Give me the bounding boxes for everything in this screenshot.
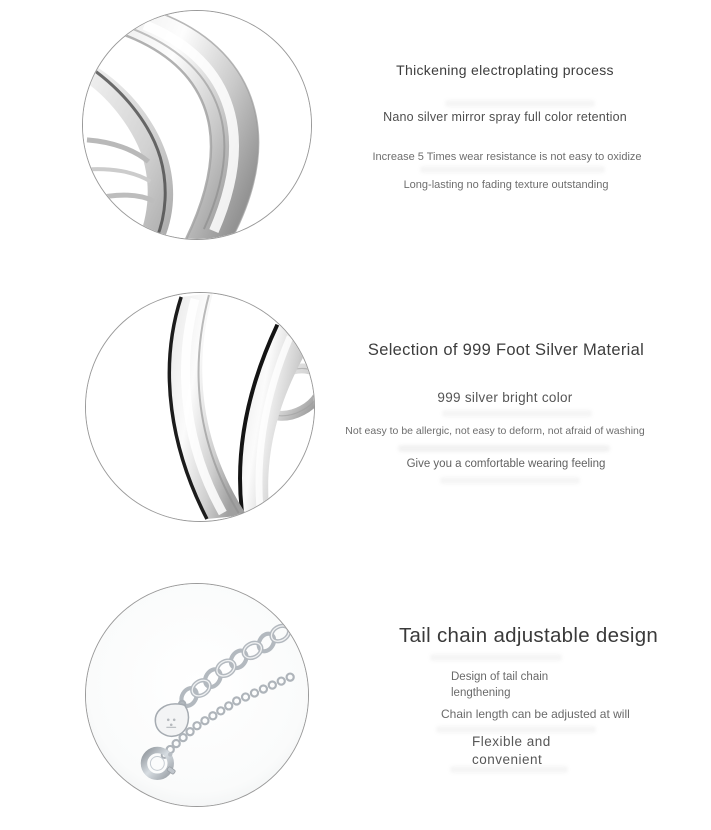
- blur-artifact: [430, 654, 562, 661]
- product-photo-silver-curves: [85, 292, 315, 522]
- blur-artifact: [420, 166, 605, 173]
- feature-line: Flexible and convenient: [472, 734, 551, 768]
- blur-artifact: [436, 726, 596, 733]
- section-title: Selection of 999 Foot Silver Material: [367, 341, 645, 359]
- feature-line: Give you a comfortable wearing feeling: [406, 458, 606, 470]
- feature-line: Not easy to be allergic, not easy to deform, not afraid of washing: [345, 425, 645, 437]
- product-photo-chain-clasp: [85, 583, 309, 807]
- chain-clasp-illustration: [86, 584, 308, 806]
- feature-line: Long-lasting no fading texture outstanding: [403, 179, 609, 191]
- silver-curves-illustration: [86, 293, 314, 521]
- ring-closeup-illustration: [83, 11, 311, 239]
- feature-line: Nano silver mirror spray full color retention: [383, 110, 627, 124]
- section-title: Thickening electroplating process: [396, 62, 614, 78]
- product-photo-ring-closeup: [82, 10, 312, 240]
- feature-line: Design of tail chain lengthening: [451, 671, 549, 699]
- section-title: Tail chain adjustable design: [399, 624, 659, 647]
- feature-line: Increase 5 Times wear resistance is not easy to oxidize: [372, 151, 642, 163]
- blur-artifact: [445, 100, 595, 107]
- blur-artifact: [398, 445, 610, 452]
- feature-line: 999 silver bright color: [437, 390, 573, 405]
- feature-line: Chain length can be adjusted at will: [441, 707, 630, 721]
- blur-artifact: [442, 410, 592, 417]
- blur-artifact: [450, 766, 568, 773]
- blur-artifact: [440, 477, 580, 484]
